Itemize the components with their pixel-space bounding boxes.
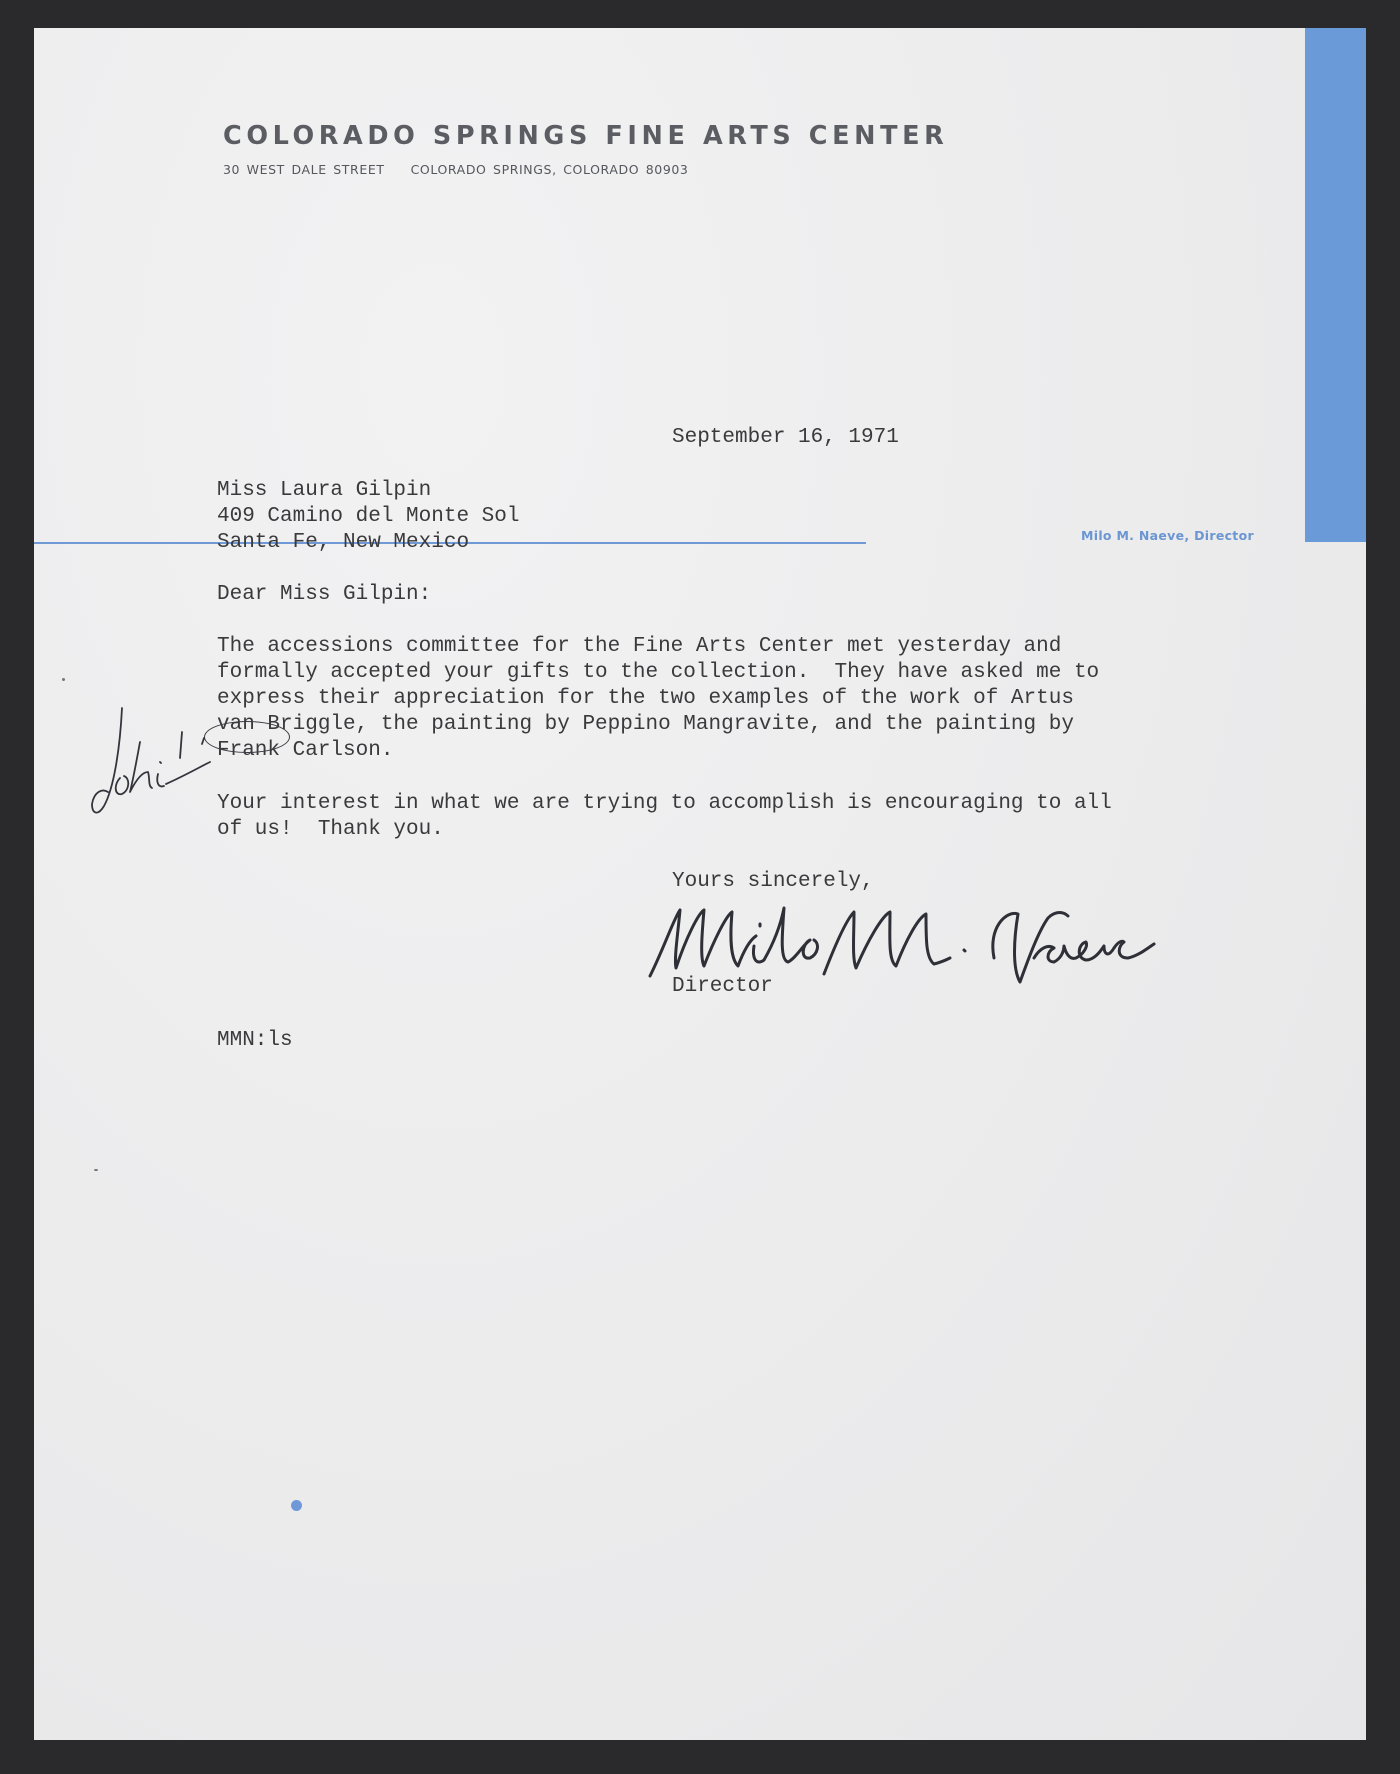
margin-note-john <box>74 688 224 888</box>
paper-speck <box>94 1169 98 1171</box>
closing: Yours sincerely, <box>672 870 874 893</box>
body-paragraph-2: Your interest in what we are trying to accomplish is encouraging to all of us! Thank you. <box>217 792 1112 841</box>
recipient-address: Miss Laura Gilpin 409 Camino del Monte Sol Santa Fe, New Mexico <box>217 479 520 554</box>
letterhead-address <box>223 162 688 177</box>
letterhead-blue-bar <box>1305 28 1366 542</box>
letterhead-city: COLORADO SPRINGS, COLORADO 80903 <box>410 162 689 177</box>
signer-title: Director <box>672 975 773 998</box>
body-paragraph-1: The accessions committee for the Fine Arts Center met yesterday and formally accepted your gifts to the collection. They have asked me to express their appreciation for the two examples of the work of Artus van Briggle, the painting by Peppino Mangravite, and the painting by Frank Carlson. <box>217 635 1100 762</box>
reference-initials: MMN:ls <box>217 1029 293 1052</box>
letter-date: September 16, 1971 <box>672 426 899 449</box>
paper-speck <box>62 678 65 681</box>
letter-page <box>34 28 1366 1740</box>
letterhead-street: 30 WEST DALE STREET <box>223 162 385 177</box>
letterhead-organization: COLORADO SPRINGS FINE ARTS CENTER <box>223 121 949 151</box>
blue-dot-mark <box>291 1500 302 1511</box>
letterhead-director: Milo M. Naeve, Director <box>1081 528 1254 543</box>
salutation: Dear Miss Gilpin: <box>217 583 432 606</box>
